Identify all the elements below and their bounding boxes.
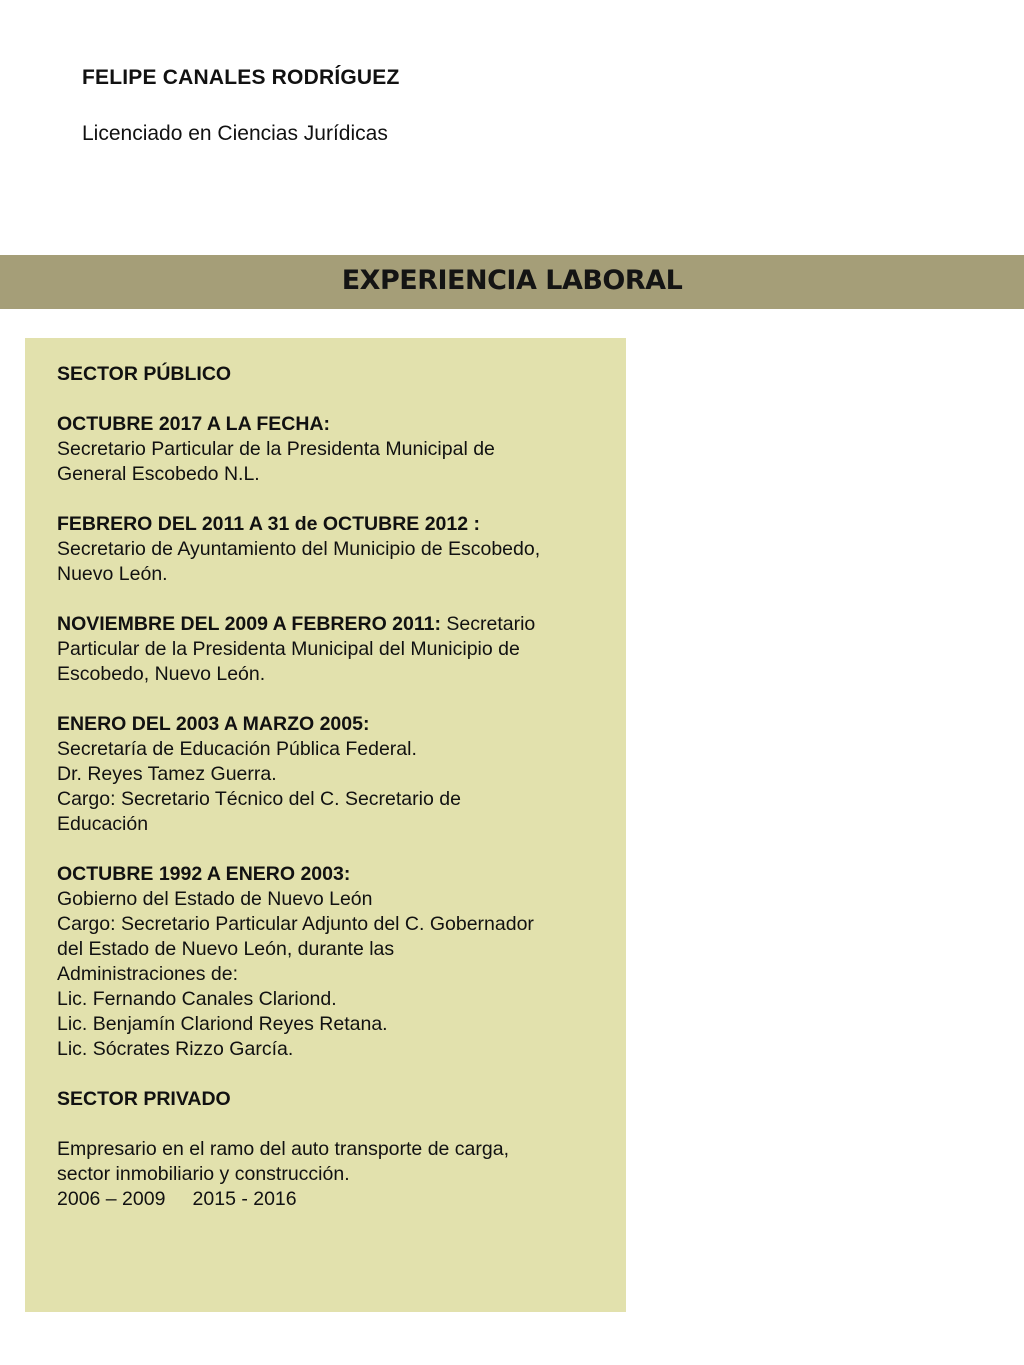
entry-line: Nuevo León. xyxy=(57,563,168,585)
public-sector-heading: SECTOR PÚBLICO xyxy=(57,363,232,385)
entry-line: Escobedo, Nuevo León. xyxy=(57,663,266,685)
entry-line: Secretario de Ayuntamiento del Municipio de Escobedo, xyxy=(57,538,541,560)
entry-line: General Escobedo N.L. xyxy=(57,463,260,485)
entry-line: Secretario Particular de la Presidenta Municipal de xyxy=(57,438,495,460)
entry-line: Lic. Sócrates Rizzo García. xyxy=(57,1038,294,1060)
entry-period: NOVIEMBRE DEL 2009 A FEBRERO 2011: xyxy=(57,613,441,635)
entry-period: ENERO DEL 2003 A MARZO 2005: xyxy=(57,713,370,735)
private-line: Empresario en el ramo del auto transporte de carga, xyxy=(57,1138,509,1160)
entry-line: Educación xyxy=(57,813,149,835)
entry-line: Secretaría de Educación Pública Federal. xyxy=(57,738,417,760)
entry-line: Dr. Reyes Tamez Guerra. xyxy=(57,763,277,785)
entry-period-tail: Secretario xyxy=(440,613,536,635)
entry-line: Cargo: Secretario Técnico del C. Secretario de xyxy=(57,788,461,810)
entry-period: OCTUBRE 1992 A ENERO 2003: xyxy=(57,863,351,885)
entry-line: Lic. Fernando Canales Clariond. xyxy=(57,988,337,1010)
entry-line: del Estado de Nuevo León, durante las xyxy=(57,938,395,960)
experience-panel xyxy=(25,338,626,1312)
section-banner xyxy=(0,255,1024,309)
entry-line: Cargo: Secretario Particular Adjunto del C. Gobernador xyxy=(57,913,534,935)
entry-line: Particular de la Presidenta Municipal del Municipio de xyxy=(57,638,520,660)
entry-period-line xyxy=(57,612,602,637)
entry-line: Lic. Benjamín Clariond Reyes Retana. xyxy=(57,1013,388,1035)
entry-line: Gobierno del Estado de Nuevo León xyxy=(57,888,373,910)
person-name: FELIPE CANALES RODRÍGUEZ xyxy=(82,66,400,89)
entry-line: Administraciones de: xyxy=(57,963,239,985)
experience-content xyxy=(57,362,602,1212)
person-title: Licenciado en Ciencias Jurídicas xyxy=(82,122,388,145)
private-line: sector inmobiliario y construcción. xyxy=(57,1163,350,1185)
entry-period: OCTUBRE 2017 A LA FECHA: xyxy=(57,413,331,435)
private-sector-heading: SECTOR PRIVADO xyxy=(57,1088,231,1110)
private-line: 2006 – 2009 2015 - 2016 xyxy=(57,1188,297,1210)
section-title: EXPERIENCIA LABORAL xyxy=(341,265,683,296)
entry-period: FEBRERO DEL 2011 A 31 de OCTUBRE 2012 : xyxy=(57,513,481,535)
